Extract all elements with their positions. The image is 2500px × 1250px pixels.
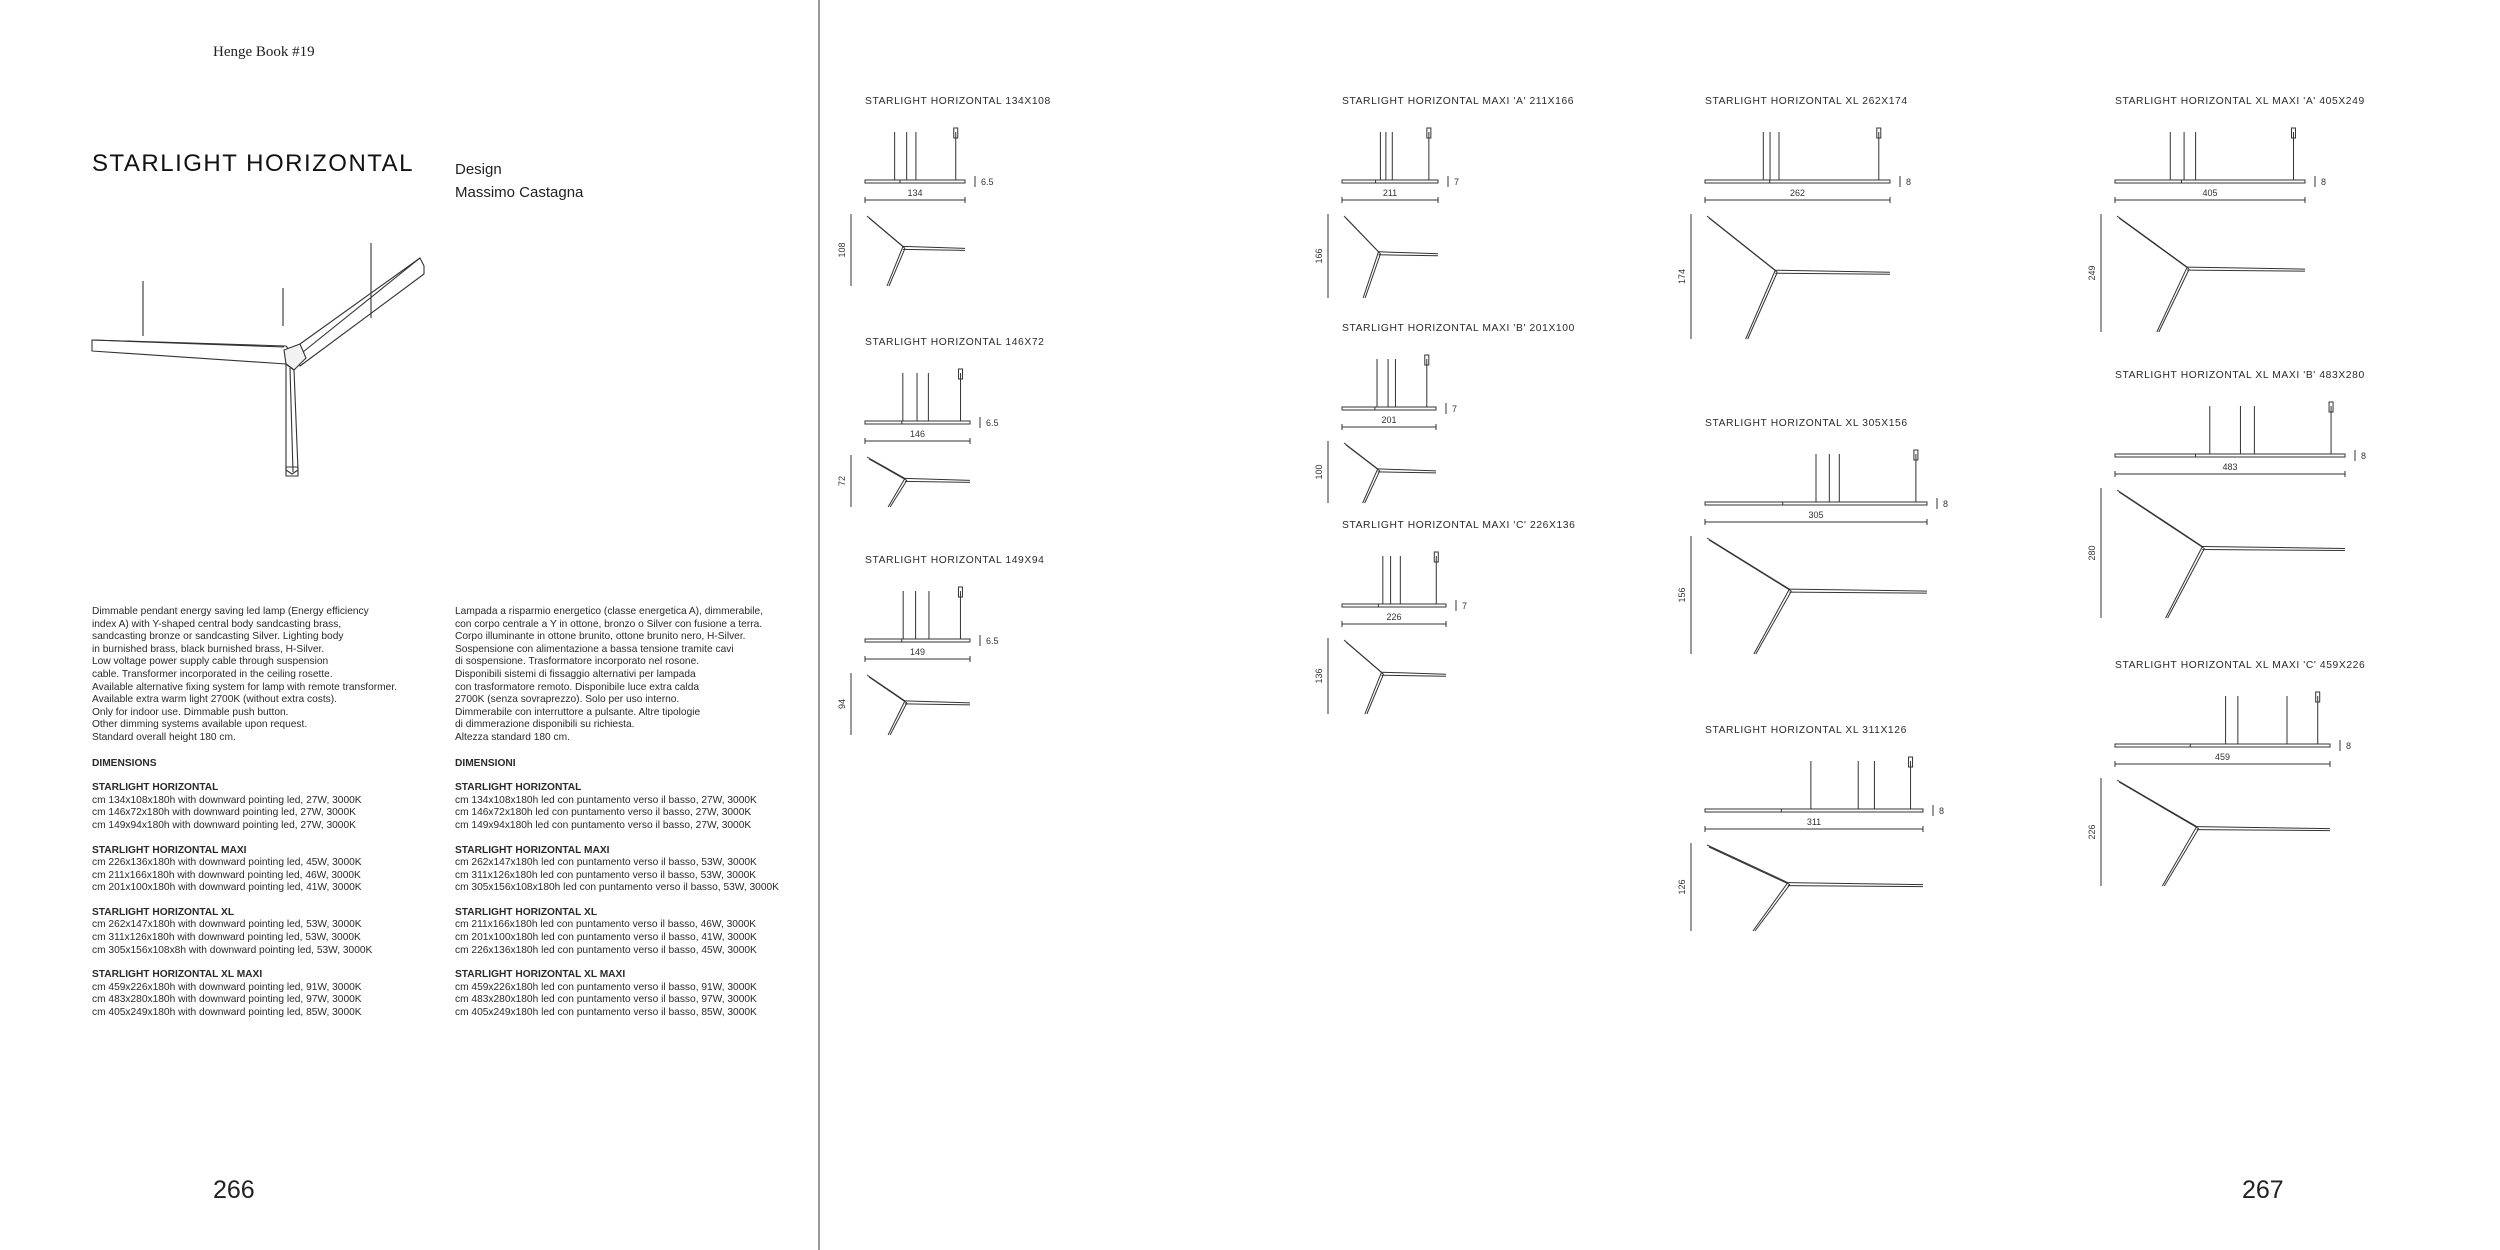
elevation-bar bbox=[865, 180, 965, 183]
dimension-line: cm 226x136x180h with downward pointing led, 45W, 3000K bbox=[92, 857, 362, 869]
page-number-right: 267 bbox=[2242, 1176, 2284, 1204]
plan-arm-right-edge bbox=[905, 704, 970, 705]
width-value: 226 bbox=[1386, 612, 1402, 622]
depth-value: 166 bbox=[1314, 248, 1324, 264]
width-value: 405 bbox=[2202, 188, 2218, 198]
plan-arm-upper-edge bbox=[2119, 492, 2204, 549]
elevation-bar bbox=[1342, 180, 1438, 183]
dimension-group bbox=[92, 907, 472, 957]
drawing-lines bbox=[2101, 402, 2355, 618]
plan-arm-lower-edge bbox=[1365, 471, 1380, 503]
depth-value: 226 bbox=[2087, 824, 2097, 840]
plan-arm-upper-edge bbox=[1346, 218, 1380, 254]
italian-column bbox=[455, 606, 835, 1032]
plan-arm-lower bbox=[2162, 827, 2196, 886]
plan-arm-right bbox=[1378, 469, 1436, 471]
plan-arm-right bbox=[2197, 827, 2330, 829]
height-value: 6.5 bbox=[986, 636, 999, 646]
dimension-group-title: STARLIGHT HORIZONTAL XL bbox=[92, 906, 235, 918]
dimension-line: cm 146x72x180h with downward pointing led, 27W, 3000K bbox=[92, 807, 356, 819]
plan-arm-lower bbox=[888, 701, 905, 735]
plan-arm-lower-edge bbox=[890, 703, 907, 735]
width-value: 149 bbox=[909, 647, 926, 657]
dimension-line: cm 311x126x180h with downward pointing led, 53W, 3000K bbox=[92, 932, 361, 944]
height-value: 6.5 bbox=[981, 177, 994, 187]
dimension-group-title: STARLIGHT HORIZONTAL bbox=[455, 782, 582, 794]
plan-arm-right-edge bbox=[1775, 273, 1890, 274]
dimension-line: cm 146x72x180h led con puntamento verso il basso, 27W, 3000K bbox=[455, 807, 752, 819]
dimensions-list-it bbox=[455, 782, 835, 1020]
depth-value: 249 bbox=[2087, 265, 2097, 281]
product-title: STARLIGHT HORIZONTAL bbox=[92, 150, 415, 177]
plan-arm-upper bbox=[2117, 490, 2202, 547]
plan-arm-right bbox=[1382, 672, 1446, 674]
plan-arm-upper-edge bbox=[2119, 218, 2189, 269]
dimension-drawing bbox=[2085, 678, 2390, 892]
plan-arm-upper bbox=[2117, 780, 2197, 827]
right-page bbox=[820, 0, 2500, 1250]
plan-arm-right bbox=[2202, 547, 2345, 549]
dimension-line: cm 305x156x108x180h led con puntamento verso il basso, 53W, 3000K bbox=[455, 882, 779, 894]
height-value: 8 bbox=[1939, 806, 1945, 816]
drawing-lines bbox=[1691, 128, 1900, 339]
plan-arm-lower bbox=[2166, 547, 2203, 619]
height-value: 8 bbox=[1906, 177, 1912, 187]
dimension-drawing bbox=[835, 573, 1030, 741]
dimension-group bbox=[455, 969, 835, 1019]
model-label: STARLIGHT HORIZONTAL MAXI 'C' 226X136 bbox=[1342, 520, 1576, 531]
model-label: STARLIGHT HORIZONTAL MAXI 'B' 201X100 bbox=[1342, 323, 1575, 334]
plan-arm-lower-edge bbox=[1755, 885, 1790, 931]
design-credit bbox=[455, 158, 583, 204]
elevation-bar bbox=[865, 421, 970, 424]
dimension-line: cm 262x147x180h with downward pointing led, 53W, 3000K bbox=[92, 919, 362, 931]
model-label: STARLIGHT HORIZONTAL 146X72 bbox=[865, 337, 1045, 348]
dimension-group bbox=[92, 969, 472, 1019]
depth-value: 100 bbox=[1314, 464, 1324, 480]
height-value: 8 bbox=[2321, 177, 2327, 187]
dimension-line: cm 226x136x180h led con puntamento verso il basso, 45W, 3000K bbox=[455, 944, 757, 956]
dimension-drawing bbox=[1675, 436, 1987, 660]
dimension-group-title: STARLIGHT HORIZONTAL MAXI bbox=[455, 844, 610, 856]
plan-arm-upper-edge bbox=[1709, 540, 1791, 591]
depth-value: 136 bbox=[1314, 668, 1324, 684]
plan-arm-right-edge bbox=[905, 481, 970, 482]
model-label: STARLIGHT HORIZONTAL XL MAXI 'C' 459X226 bbox=[2115, 660, 2366, 671]
depth-value: 280 bbox=[2087, 545, 2097, 561]
model-label: STARLIGHT HORIZONTAL 134X108 bbox=[865, 96, 1051, 107]
drawing-lines bbox=[851, 587, 980, 735]
width-value: 459 bbox=[2214, 752, 2231, 762]
plan-arm-lower bbox=[1363, 469, 1378, 503]
plan-arm-lower bbox=[887, 246, 903, 286]
plan-arm-right bbox=[1378, 252, 1438, 254]
plan-arm-lower-edge bbox=[2164, 829, 2198, 886]
dimension-group bbox=[92, 845, 472, 895]
width-value: 305 bbox=[1808, 510, 1824, 520]
model-label: STARLIGHT HORIZONTAL XL MAXI 'B' 483X280 bbox=[2115, 370, 2365, 381]
width-value: 211 bbox=[1382, 188, 1398, 198]
plan-arm-upper-edge bbox=[1346, 642, 1384, 674]
drawing-lines bbox=[1328, 552, 1456, 714]
dimension-line: cm 305x156x108x8h with downward pointing led, 53W, 3000K bbox=[92, 944, 373, 956]
english-column bbox=[92, 606, 472, 1032]
plan-arm-lower bbox=[1363, 252, 1378, 298]
description-en: Dimmable pendant energy saving led lamp (Energy efficiency index A) with Y-shaped central body sandcasting brass, sandcasting bronze or sandcasting Silver. Lighting body in burnished brass, black burnished brass, H-Silver. Low voltage power supply cable through suspension cable. Transformer incorporated in the ceiling rosette. Available alternative fixing system for lamp with remote transformer. Available extra warm light 2700K (without extra costs). Only for indoor use. Dimmable push button. Other dimming systems available upon request. Standard overall height 180 cm. bbox=[92, 606, 397, 743]
plan-arm-lower-edge bbox=[2168, 549, 2205, 619]
height-value: 7 bbox=[1452, 404, 1458, 414]
dimension-group-title: STARLIGHT HORIZONTAL XL MAXI bbox=[92, 969, 263, 981]
plan-arm-right bbox=[905, 478, 970, 480]
plan-arm-upper-edge bbox=[869, 677, 907, 703]
plan-arm-right bbox=[2187, 267, 2305, 269]
drawing-lines bbox=[851, 128, 975, 286]
plan-arm-lower bbox=[1746, 270, 1776, 339]
dimension-drawing bbox=[1675, 114, 1950, 345]
depth-value: 108 bbox=[837, 242, 847, 258]
plan-arm-lower bbox=[1754, 589, 1790, 654]
elevation-bar bbox=[1342, 407, 1436, 410]
dimension-line: cm 211x166x180h with downward pointing led, 46W, 3000K bbox=[92, 869, 361, 881]
height-value: 8 bbox=[2346, 741, 2352, 751]
plan-arm-right bbox=[905, 701, 970, 703]
dimension-line: cm 149x94x180h led con puntamento verso il basso, 27W, 3000K bbox=[455, 819, 752, 831]
dimension-line: cm 459x226x180h with downward pointing led, 91W, 3000K bbox=[92, 981, 362, 993]
plan-arm-lower-edge bbox=[889, 248, 905, 286]
plan-arm-lower-edge bbox=[1365, 254, 1380, 298]
height-value: 6.5 bbox=[986, 418, 999, 428]
plan-arm-lower-edge bbox=[1748, 272, 1778, 339]
depth-value: 72 bbox=[837, 475, 847, 487]
plan-arm-lower-edge bbox=[1367, 674, 1384, 714]
dimension-group-title: STARLIGHT HORIZONTAL XL bbox=[455, 906, 598, 918]
plan-arm-upper-edge bbox=[2119, 782, 2199, 829]
plan-arm-right bbox=[1775, 270, 1890, 272]
dimension-drawing bbox=[2085, 388, 2405, 624]
dimension-drawing bbox=[2085, 114, 2365, 338]
dimension-line: cm 134x108x180h led con puntamento verso il basso, 27W, 3000K bbox=[455, 794, 757, 806]
designer-name: Massimo Castagna bbox=[455, 184, 584, 201]
plan-arm-right-edge bbox=[2202, 550, 2345, 551]
dimension-line: cm 201x100x180h with downward pointing led, 41W, 3000K bbox=[92, 882, 362, 894]
plan-arm-right bbox=[903, 246, 965, 248]
dimension-drawing bbox=[1675, 743, 1983, 937]
elevation-bar bbox=[2115, 744, 2330, 747]
plan-arm-lower bbox=[888, 478, 905, 507]
dimension-line: cm 311x126x180h led con puntamento verso il basso, 53W, 3000K bbox=[455, 869, 757, 881]
model-label: STARLIGHT HORIZONTAL XL MAXI 'A' 405X249 bbox=[2115, 96, 2365, 107]
drawing-lines bbox=[2101, 692, 2340, 886]
model-label: STARLIGHT HORIZONTAL 149X94 bbox=[865, 555, 1045, 566]
plan-arm-upper-edge bbox=[869, 218, 905, 248]
depth-value: 94 bbox=[837, 698, 847, 710]
dimension-line: cm 405x249x180h with downward pointing led, 85W, 3000K bbox=[92, 1007, 362, 1019]
width-value: 146 bbox=[909, 429, 926, 439]
width-value: 134 bbox=[907, 188, 923, 198]
dimension-line: cm 211x166x180h led con puntamento verso il basso, 46W, 3000K bbox=[455, 919, 757, 931]
drawing-lines bbox=[1691, 450, 1937, 654]
width-value: 201 bbox=[1381, 415, 1397, 425]
book-label: Henge Book #19 bbox=[213, 44, 315, 60]
plan-arm-right-edge bbox=[2197, 830, 2330, 831]
depth-value: 156 bbox=[1677, 587, 1687, 603]
dimension-line: cm 262x147x180h led con puntamento verso il basso, 53W, 3000K bbox=[455, 857, 757, 869]
plan-arm-right-edge bbox=[903, 249, 965, 250]
left-page bbox=[0, 0, 818, 1250]
plan-arm-right bbox=[1788, 883, 1923, 885]
dimension-line: cm 459x226x180h led con puntamento verso il basso, 91W, 3000K bbox=[455, 981, 757, 993]
height-value: 7 bbox=[1454, 177, 1460, 187]
dimension-drawing bbox=[1312, 538, 1506, 720]
dimension-group-title: STARLIGHT HORIZONTAL MAXI bbox=[92, 844, 247, 856]
dimension-drawing bbox=[835, 114, 1025, 292]
plan-arm-lower-edge bbox=[2159, 269, 2189, 332]
height-value: 7 bbox=[1462, 601, 1468, 611]
dimensions-list-en bbox=[92, 782, 472, 1020]
design-label: Design bbox=[455, 161, 502, 178]
width-value: 483 bbox=[2222, 462, 2238, 472]
page-number-left: 266 bbox=[213, 1176, 255, 1204]
plan-arm-right-edge bbox=[1788, 886, 1923, 887]
dimension-drawing bbox=[835, 355, 1030, 513]
plan-arm-upper bbox=[1707, 845, 1788, 883]
dimension-group-title: STARLIGHT HORIZONTAL XL MAXI bbox=[455, 969, 626, 981]
drawing-lines bbox=[1691, 757, 1933, 931]
dimension-line: cm 483x280x180h led con puntamento verso il basso, 97W, 3000K bbox=[455, 994, 757, 1006]
plan-arm-lower bbox=[2157, 267, 2187, 332]
model-label: STARLIGHT HORIZONTAL XL 311X126 bbox=[1705, 725, 1907, 736]
plan-arm-lower bbox=[1753, 883, 1788, 931]
plan-arm-right-edge bbox=[1382, 675, 1446, 676]
elevation-bar bbox=[1705, 809, 1923, 812]
elevation-bar bbox=[1705, 502, 1927, 505]
dimension-group-title: STARLIGHT HORIZONTAL bbox=[92, 782, 219, 794]
width-value: 262 bbox=[1789, 188, 1806, 198]
plan-arm-right-edge bbox=[1789, 592, 1927, 593]
elevation-bar bbox=[2115, 454, 2345, 457]
plan-arm-right-edge bbox=[2187, 270, 2305, 271]
drawing-lines bbox=[1328, 128, 1448, 298]
model-label: STARLIGHT HORIZONTAL MAXI 'A' 211X166 bbox=[1342, 96, 1575, 107]
plan-arm-lower bbox=[1365, 672, 1382, 714]
dimension-group bbox=[92, 782, 472, 832]
plan-arm-upper bbox=[867, 675, 905, 701]
dimension-drawing bbox=[1312, 341, 1496, 509]
plan-arm-right-edge bbox=[1378, 472, 1436, 473]
height-value: 8 bbox=[1943, 499, 1949, 509]
description-it: Lampada a risparmio energetico (classe energetica A), dimmerabile, con corpo centrale a Y in ottone, bronzo o Silver con fusione a terra. Corpo illuminante in ottone brunito, ottone brunito nero, H-Silver. Sospensione con alimentazione a bassa tensione tramite cavi di sospensione. Trasformatore incorporato nel rosone. Disponibili sistemi di fissaggio alternativi per lampada con trasformatore remoto. Disponibile luce extra calda 2700K (senza sovraprezzo). Solo per uso interno. Dimmerabile con interruttore a pulsante. Altre tipologie di dimmerazione disponibili su richiesta. Altezza standard 180 cm. bbox=[455, 606, 764, 743]
dimensions-heading-en: DIMENSIONS bbox=[92, 757, 157, 769]
model-label: STARLIGHT HORIZONTAL XL 305X156 bbox=[1705, 418, 1908, 429]
plan-arm-upper-edge bbox=[1709, 218, 1777, 272]
model-label: STARLIGHT HORIZONTAL XL 262X174 bbox=[1705, 96, 1908, 107]
height-value: 8 bbox=[2361, 451, 2367, 461]
depth-value: 126 bbox=[1677, 879, 1687, 895]
plan-arm-upper-edge bbox=[1346, 445, 1380, 471]
plan-arm-upper bbox=[867, 457, 905, 478]
plan-arm-upper bbox=[1707, 538, 1789, 589]
dimension-line: cm 201x100x180h led con puntamento verso il basso, 41W, 3000K bbox=[455, 932, 757, 944]
dimension-group bbox=[455, 845, 835, 895]
product-illustration bbox=[88, 238, 438, 483]
dimension-group bbox=[455, 907, 835, 957]
dimension-line: cm 149x94x180h with downward pointing led, 27W, 3000K bbox=[92, 819, 356, 831]
elevation-bar bbox=[865, 639, 970, 642]
drawing-lines bbox=[2101, 128, 2315, 332]
dimension-drawing bbox=[1312, 114, 1498, 304]
dimensions-heading-it: DIMENSIONI bbox=[455, 757, 516, 769]
depth-value: 174 bbox=[1677, 268, 1687, 285]
plan-arm-upper-edge bbox=[1709, 847, 1790, 885]
width-value: 311 bbox=[1806, 817, 1822, 827]
dimension-group bbox=[455, 782, 835, 832]
plan-arm-lower-edge bbox=[890, 480, 907, 507]
dimension-line: cm 405x249x180h led con puntamento verso il basso, 85W, 3000K bbox=[455, 1007, 757, 1019]
dimension-line: cm 134x108x180h with downward pointing led, 27W, 3000K bbox=[92, 794, 362, 806]
elevation-bar bbox=[1342, 604, 1446, 607]
plan-arm-lower-edge bbox=[1756, 591, 1792, 654]
plan-arm-right-edge bbox=[1378, 255, 1438, 256]
elevation-bar bbox=[1705, 180, 1890, 183]
elevation-bar bbox=[2115, 180, 2305, 183]
plan-arm-right bbox=[1789, 589, 1927, 591]
dimension-line: cm 483x280x180h with downward pointing led, 97W, 3000K bbox=[92, 994, 362, 1006]
drawing-lines bbox=[1328, 355, 1446, 503]
plan-arm-upper-edge bbox=[869, 459, 907, 480]
